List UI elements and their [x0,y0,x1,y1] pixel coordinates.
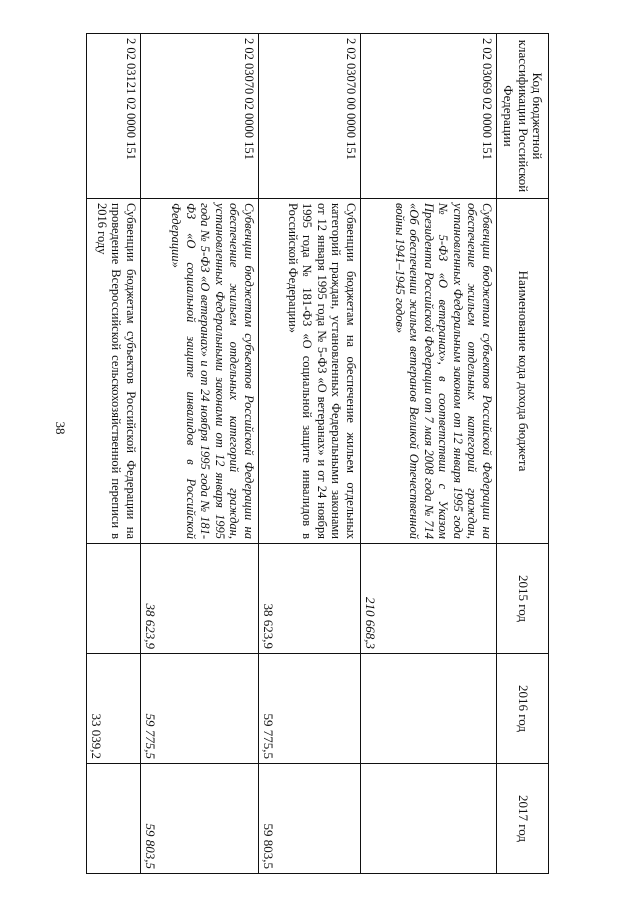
row-value-2016 [361,654,497,764]
row-code: 2 02 03070 02 0000 151 [141,34,259,199]
row-value-2015 [87,544,141,654]
header-code: Код бюджетной классификации Российской Федерации [497,34,549,199]
row-name: Субвенции бюджетам на обеспечение жильем отдельных категорий граждан, установленных Федеральными законами от 12 января 1995 года № 5-ФЗ «О ветеранах» и от 24 ноября 1995 года № 181-ФЗ «О социальной защите инвалидов в Российской Федерации» [259,199,361,544]
header-name: Наименование кода дохода бюджета [497,199,549,544]
row-value-2016: 33 039,2 [87,654,141,764]
row-value-2015: 38 623,9 [259,544,361,654]
table-header-row [497,34,549,874]
row-value-2017 [87,764,141,874]
table-row [259,34,361,874]
budget-table-wrapper [87,33,549,873]
page-number: 38 [53,421,68,435]
header-2016: 2016 год [497,654,549,764]
row-value-2016: 59 775,5 [141,654,259,764]
table-row [141,34,259,874]
row-value-2015: 38 623,9 [141,544,259,654]
budget-table [86,33,549,874]
row-name: Субвенции бюджетам субъектов Российской Федерации на обеспечение жильем отдельных категорий граждан, установленных Федеральными законами от 12 января 1995 года № 5-ФЗ «О ветеранах» и от 24 ноября 1995 года № 181-ФЗ «О социальной защите инвалидов в Российской Федерации» [141,199,259,544]
table-row [87,34,141,874]
row-value-2015: 210 668,3 [361,544,497,654]
row-value-2017: 59 803,5 [141,764,259,874]
header-2015: 2015 год [497,544,549,654]
row-value-2016: 59 775,5 [259,654,361,764]
table-row [361,34,497,874]
row-code: 2 02 03069 02 0000 151 [361,34,497,199]
row-value-2017 [361,764,497,874]
row-name: Субвенции бюджетам субъектов Российской Федерации на проведение Всероссийской сельскохозяйственной переписи в 2016 году [87,199,141,544]
row-name: Субвенции бюджетам субъектов Российской Федерации на обеспечение жильем отдельных категорий граждан, установленных Федеральным законом от 12 января 1995 года № 5-ФЗ «О ветеранах», в соответствии с Указом Президента Российской Федерации от 7 мая 2008 года № 714 «Об обеспечении жильем ветеранов Великой Отечественной войны 1941–1945 годов» [361,199,497,544]
row-code: 2 02 03070 00 0000 151 [259,34,361,199]
row-value-2017: 59 803,5 [259,764,361,874]
header-2017: 2017 год [497,764,549,874]
row-code: 2 02 03121 02 0000 151 [87,34,141,199]
